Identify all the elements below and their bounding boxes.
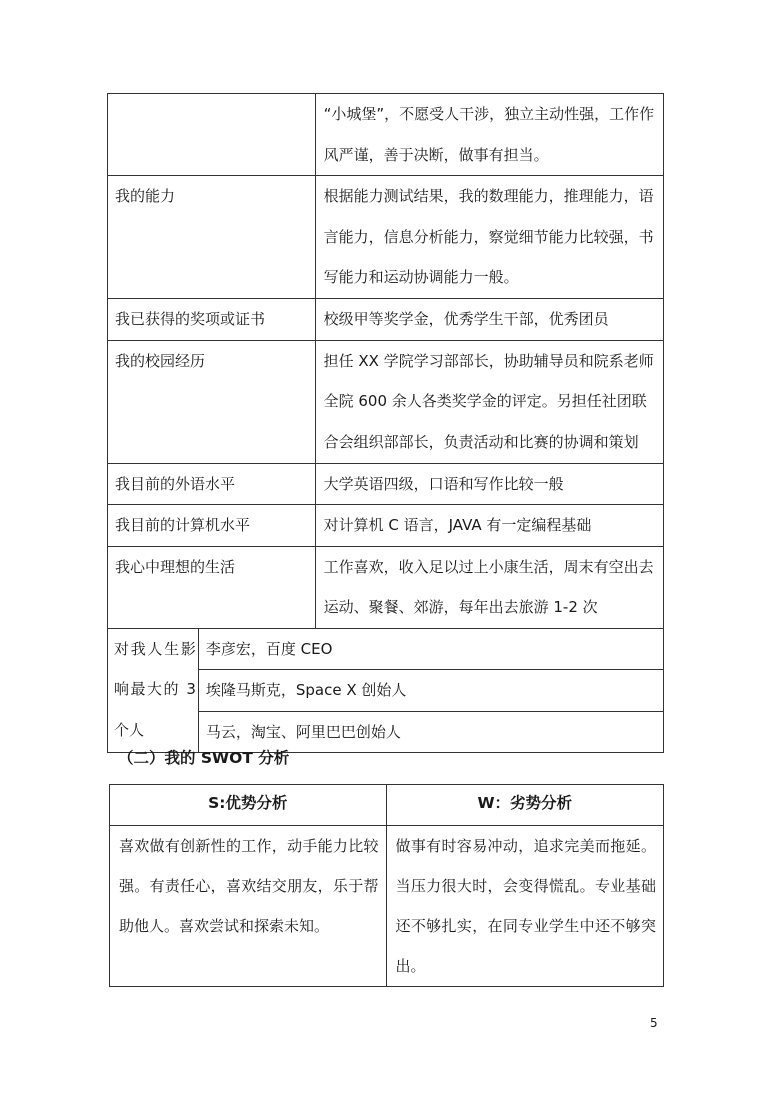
profile-label-cell — [108, 299, 316, 341]
weaknesses-body: 做事有时容易冲动，追求完美而拖延。当压力很大时，会变得慌乱。专业基础还不够扎实，在同专业学生中还不够突出。 — [386, 826, 664, 987]
label-computer: 我目前的计算机水平 — [115, 516, 251, 534]
swot-table — [109, 784, 664, 987]
profile-label-cell — [108, 94, 316, 176]
profile-value-cell — [315, 176, 663, 299]
profile-label-cell — [108, 340, 316, 463]
profile-table — [107, 93, 664, 753]
profile-label-cell — [108, 176, 316, 299]
profile-label-cell — [108, 463, 316, 505]
section-heading: （二）我的 SWOT 分析 — [118, 749, 290, 767]
value-campus: 担任 XX 学院学习部部长，协助辅导员和院系老师全院 600 余人各类奖学金的评定。另担任社团联合会组织部部长，负责活动和比赛的协调和策划 — [323, 351, 654, 451]
label-language: 我目前的外语水平 — [115, 474, 236, 493]
strengths-body: 喜欢做有创新性的工作，动手能力比较强。有责任心，喜欢结交朋友，乐于帮助他人。喜欢尝试和探索未知。 — [110, 826, 387, 987]
strengths-header: S:优势分析 — [110, 785, 387, 826]
label-ideal-life: 我心中理想的生活 — [115, 557, 236, 576]
influencer-item — [198, 670, 663, 712]
influencers-label: 对我人生影响最大的 3 个人 — [114, 639, 196, 739]
influencer-item — [198, 628, 663, 670]
value-awards: 校级甲等奖学金，优秀学生干部，优秀团员 — [323, 310, 609, 328]
continuation-text: “小城堡”，不愿受人干涉，独立主动性强，工作作风严谨，善于决断，做事有担当。 — [323, 105, 655, 164]
value-computer: 对计算机 C 语言，JAVA 有一定编程基础 — [323, 516, 592, 534]
profile-label-cell — [108, 505, 316, 547]
profile-value-cell — [315, 546, 663, 628]
label-campus: 我的校园经历 — [115, 351, 206, 370]
value-language: 大学英语四级，口语和写作比较一般 — [323, 474, 564, 493]
influencers-label-cell — [108, 628, 199, 753]
label-awards: 我已获得的奖项或证书 — [115, 310, 266, 328]
profile-value-cell — [315, 340, 663, 463]
profile-label-cell — [108, 546, 316, 628]
influencer-text: 埃隆马斯克，Space X 创始人 — [205, 681, 407, 699]
page-number: 5 — [650, 1016, 658, 1030]
profile-value-cell — [315, 299, 663, 341]
influencer-text: 马云，淘宝、阿里巴巴创始人 — [205, 722, 401, 741]
profile-value-cell — [315, 505, 663, 547]
weaknesses-header: W：劣势分析 — [386, 785, 664, 826]
value-ability: 根据能力测试结果，我的数理能力，推理能力，语言能力，信息分析能力，察觉细节能力比较强，书写能力和运动协调能力一般。 — [323, 187, 654, 286]
profile-value-cell — [315, 94, 663, 176]
value-ideal-life: 工作喜欢，收入足以过上小康生活，周末有空出去运动、聚餐、郊游，每年出去旅游 1-2 次 — [323, 557, 654, 616]
influencer-text: 李彦宏，百度 CEO — [205, 639, 333, 658]
profile-value-cell — [315, 463, 663, 505]
label-ability: 我的能力 — [115, 187, 176, 205]
